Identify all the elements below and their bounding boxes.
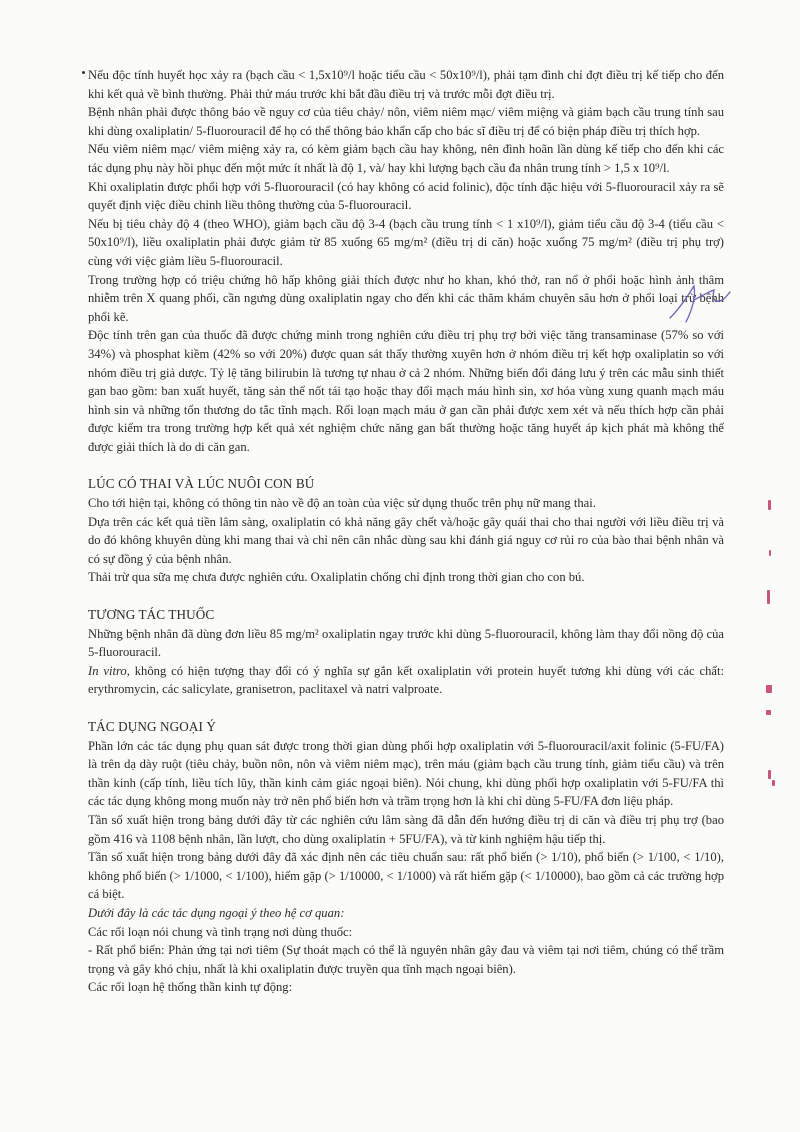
bullet-mark xyxy=(82,71,85,74)
edge-stamp-marks xyxy=(760,480,800,840)
paragraph: Những bệnh nhân đã dùng đơn liều 85 mg/m² oxaliplatin ngay trước khi dùng 5-fluorouracil, không làm thay đổi nồng độ của 5-fluorouracil. xyxy=(88,626,724,660)
paragraph: Dựa trên các kết quả tiền lâm sàng, oxaliplatin có khả năng gây chết và/hoặc gây quái thai cho thai người với liều điều trị và do đó không khuyên dùng khi mang thai và chỉ nên cân nhắc dùng sau khi đánh giá nguy cơ rủi ro của bào thai bệnh nhân và có sự đồng ý của bệnh nhân. xyxy=(88,514,724,566)
edge-mark xyxy=(768,500,771,510)
paragraph: - Rất phổ biến: Phản ứng tại nơi tiêm (Sự thoát mạch có thể là nguyên nhân gây đau và viêm tại nơi tiêm, chúng có thể trầm trọng và gây khó chịu, nhất là khi oxaliplatin được truyền qua tĩnh mạch ngoại biên). xyxy=(88,943,724,976)
invitro-lead: In vitro xyxy=(88,663,127,678)
section-heading: TƯƠNG TÁC THUỐC xyxy=(88,607,215,623)
italic-subheading: Dưới đây là các tác dụng ngoại ý theo hệ cơ quan: xyxy=(88,905,345,920)
paragraph: Các rối loạn hệ thống thần kinh tự động: xyxy=(88,980,293,995)
edge-mark xyxy=(766,710,771,715)
edge-mark xyxy=(772,780,775,786)
edge-mark xyxy=(769,550,771,556)
section-heading: LÚC CÓ THAI VÀ LÚC NUÔI CON BÚ xyxy=(88,476,315,492)
paragraph: Tần số xuất hiện trong bảng dưới đây đã xác định nên các tiêu chuẩn sau: rất phổ biến (> 1/10), phổ biến (> 1/100, < 1/10), không phổ biến (> 1/1000, < 1/100), hiếm gặp (> 1/10000, < 1/1000) và rất hiếm gặp (< 1/10000), bao gồm cả các trường hợp cá biệt. xyxy=(88,850,724,902)
paragraph: Nếu độc tính huyết học xảy ra (bạch cầu < 1,5x10⁹/l hoặc tiểu cầu < 50x10⁹/l), phải tạm đình chỉ đợt điều trị kế tiếp cho đến khi kết quả về bình thường. Phải thử máu trước khi bắt đầu điều trị và trước mỗi đợt điều trị. xyxy=(88,68,724,101)
section-heading: TÁC DỤNG NGOẠI Ý xyxy=(88,719,216,734)
edge-mark xyxy=(768,770,771,779)
handwritten-initials-signature xyxy=(664,278,734,328)
paragraph-invitro xyxy=(88,662,724,699)
paragraph: Thải trừ qua sữa mẹ chưa được nghiên cứu. Oxaliplatin chống chỉ định trong thời gian cho con bú. xyxy=(88,570,585,585)
paragraph: Bệnh nhân phải được thông báo về nguy cơ của tiêu chảy/ nôn, viêm niêm mạc/ viêm miệng và giảm bạch cầu trung tính sau khi dùng oxaliplatin/ 5-fluorouracil để họ có thể thông báo khẩn cấp cho bác sĩ điều trị để có biện pháp điều trị thích hợp. xyxy=(88,105,724,138)
paragraph: Nếu viêm niêm mạc/ viêm miệng xảy ra, có kèm giảm bạch cầu hay không, nên đình hoãn lần dùng kế tiếp cho đến khi các tác dụng phụ này hồi phục đến một mức ít nhất là độ 1, và/ hay khi lượng bạch cầu đa nhân trung tính > 1,5 x 10⁹/l. xyxy=(88,142,724,175)
paragraph: Khi oxaliplatin được phối hợp với 5-fluorouracil (có hay không có acid folinic), độc tính đặc hiệu với 5-fluorouracil xảy ra sẽ quyết định việc điều chỉnh liều thông thường của 5-fluorouracil. xyxy=(88,179,724,213)
section-pregnancy xyxy=(88,475,724,587)
paragraph: Trong trường hợp có triệu chứng hô hấp không giải thích được như ho khan, khó thở, ran nổ ở phổi hoặc hình ảnh thâm nhiễm trên X quang phổi, cần ngưng dùng oxaliplatin ngay cho đến khi các thăm khám chuyên sâu hơn ở phổi loại trừ bệnh phổi kẽ. xyxy=(88,272,724,324)
paragraph: Tần số xuất hiện trong bảng dưới đây từ các nghiên cứu lâm sàng đã dẫn đến hướng điều trị di căn và điều trị phụ trợ (bao gồm 416 và 1108 bệnh nhân, lần lượt, cho dùng oxaliplatin + 5FU/FA), và từ kinh nghiệm hậu tiếp thị. xyxy=(88,812,724,846)
paragraph: Cho tới hiện tại, không có thông tin nào về độ an toàn của việc sử dụng thuốc trên phụ nữ mang thai. xyxy=(88,496,596,511)
document-page xyxy=(88,66,724,997)
edge-mark xyxy=(766,685,772,693)
section-adverse-effects xyxy=(88,718,724,997)
paragraph: Các rối loạn nói chung và tình trạng nơi dùng thuốc: xyxy=(88,924,353,939)
paragraph: Nếu bị tiêu chảy độ 4 (theo WHO), giảm bạch cầu độ 3-4 (bạch cầu trung tính < 1 x10⁹/l), giảm tiểu cầu độ 3-4 (tiểu cầu < 50x10⁹/l), liều oxaliplatin phải được giảm từ 85 xuống 65 mg/m² (điều trị di căn) hoặc xuống 75 mg/m² (điều trị phụ trợ) cùng với việc giảm liều 5-fluorouracil. xyxy=(88,216,724,268)
section-interactions xyxy=(88,606,724,699)
paragraph: Độc tính trên gan của thuốc đã được chứng minh trong nghiên cứu điều trị phụ trợ bởi việc tăng transaminase (57% so với 34%) và phosphat kiềm (42% so với 20%) được quan sát thấy thường xuyên hơn ở nhóm điều trị kết hợp oxaliplatin so với nhóm điều trị giả dược. Tỷ lệ tăng bilirubin là tương tự nhau ở cả 2 nhóm. Những biến đổi đáng lưu ý trên các mẫu sinh thiết gan bao gồm: ban xuất huyết, tăng sản thể nốt tái tạo hoặc thay đổi mạch máu hình sin, xơ hóa vùng xung quanh mạch máu hình sin và những tổn thương do tắc tĩnh mạch. Rối loạn mạch máu ở gan cần phải được xem xét và nếu thích hợp cần phải được kiểm tra trong trường hợp kết quả xét nghiệm chức năng gan bất thường hoặc tăng huyết áp kịch phát mà không thể được giải thích là do di căn gan. xyxy=(88,328,724,454)
paragraph: Phần lớn các tác dụng phụ quan sát được trong thời gian dùng phối hợp oxaliplatin với 5-fluorouracil/axit folinic (5-FU/FA) là trên dạ dày ruột (tiêu chảy, buồn nôn, nôn và viêm niêm mạc), trên máu (giảm bạch cầu trung tính, giảm tiểu cầu) và trên thần kinh (cấp tính, liều tích lũy, thần kinh cảm giác ngoại biên). Nói chung, khi dùng phối hợp oxaliplatin với 5-FU/FA thì các tác dụng không mong muốn này trở nên phổ biến hơn và trầm trọng hơn là khi chỉ dùng 5-FU/FA đơn liệu pháp. xyxy=(88,738,724,809)
invitro-text: , không có hiện tượng thay đổi có ý nghĩa sự gắn kết oxaliplatin với protein huyết tương khi dùng với các chất: erythromycin, các salicylate, granisetron, paclitaxel và natri valproate. xyxy=(88,663,724,697)
edge-mark xyxy=(767,590,770,604)
section-intro xyxy=(88,66,724,456)
